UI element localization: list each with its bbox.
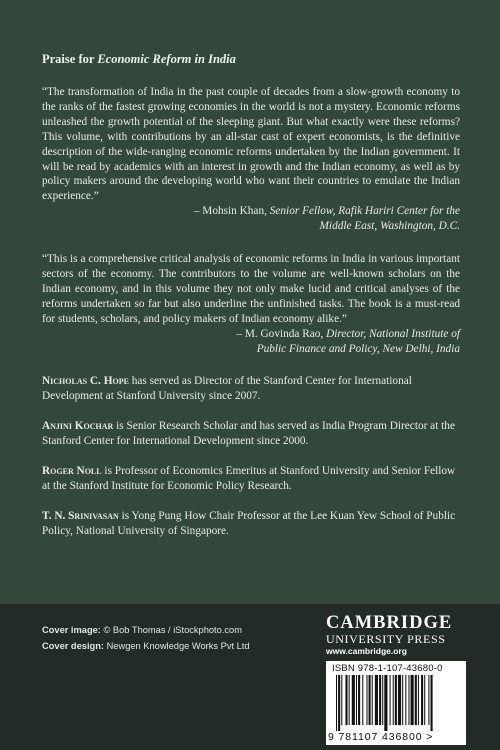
barcode-bar bbox=[393, 675, 394, 725]
quote-2-author: – M. Govinda Rao, bbox=[236, 327, 324, 340]
barcode-bar bbox=[415, 675, 417, 725]
bio-srinivasan bbox=[42, 509, 460, 539]
quote-1-text: “The transformation of India in the past couple of decades from a slow-growth economy to the ranks of the fastest growing economies in the world is not a mystery. Economic reforms unleashed the growth potential of the sleeping giant. But what exactly were these reforms? This volume, with contributions by an all-star cast of expert economists, is the definitive description of the wide-ranging economic reforms undertaken by the Indian government. It will be read by academics with an interest in growth and the Indian economy, as well as by policy makers around the developing world who want their countries to emulate the Indian experience.” bbox=[42, 86, 460, 203]
barcode-bar bbox=[390, 675, 391, 725]
cover-image-label: Cover image: bbox=[42, 625, 101, 635]
quote-2-attribution bbox=[42, 327, 460, 342]
barcode-bar bbox=[395, 675, 397, 725]
quote-2-text: “This is a comprehensive critical analysis of economic reforms in India in various important sectors of the economy. The contributors to the volume are well-known scholars on the Indian economy, and in this volume they not only make lucid and critical analyses of the reforms undertaken so far but also underline the unfinished tasks. The book is a must-read for students, scholars, and policy makers of Indian economy alike.” bbox=[42, 253, 460, 325]
praise-book-title: Economic Reform in India bbox=[97, 52, 236, 66]
cover-design-value: Newgen Knowledge Works Pvt Ltd bbox=[106, 641, 250, 651]
barcode-bar bbox=[431, 675, 433, 731]
quote-1-author: – Mohsin Khan, bbox=[193, 205, 267, 218]
cover-image-value: © Bob Thomas / iStockphoto.com bbox=[103, 625, 242, 635]
publisher-name: CAMBRIDGE bbox=[326, 613, 453, 633]
cover-design-label: Cover design: bbox=[42, 641, 104, 651]
cover-design-credit bbox=[42, 638, 250, 654]
bio-text-kochar: is Senior Research Scholar and has served as India Program Director at the Stanford Center for International Development since 2000. bbox=[42, 420, 455, 448]
barcode-bar bbox=[345, 675, 347, 725]
barcode-bar bbox=[418, 675, 419, 725]
cover-text-content bbox=[42, 52, 460, 554]
barcode-bar bbox=[384, 675, 387, 731]
barcode-bar bbox=[358, 675, 360, 725]
barcode-bar bbox=[379, 675, 381, 725]
bio-noll bbox=[42, 464, 460, 494]
barcode-bar bbox=[349, 675, 350, 725]
publisher-subtitle: UNIVERSITY PRESS bbox=[326, 632, 446, 646]
isbn-number: ISBN 978-1-107-43680-0 bbox=[332, 663, 443, 674]
barcode-bar bbox=[372, 675, 373, 725]
bio-name-noll: Roger Noll bbox=[42, 465, 102, 478]
publisher-url: www.cambridge.org bbox=[326, 646, 407, 656]
quote-1-role-line1: Senior Fellow, Rafik Hariri Center for the bbox=[269, 205, 460, 218]
barcode-bar bbox=[424, 675, 425, 725]
quote-1-attribution-line2 bbox=[42, 219, 460, 234]
quote-1-attribution bbox=[42, 204, 460, 219]
praise-label: Praise for bbox=[42, 52, 95, 66]
barcode-bar bbox=[366, 675, 367, 725]
publisher-logo bbox=[326, 614, 466, 657]
bio-hope bbox=[42, 374, 460, 404]
barcode-bar bbox=[341, 675, 342, 725]
barcode-bar bbox=[362, 675, 363, 725]
quote-2-role-line2: Public Finance and Policy, New Delhi, India bbox=[256, 342, 460, 355]
barcode-bar bbox=[411, 675, 414, 725]
quote-2-role-line1: Director, National Institute of bbox=[326, 327, 460, 340]
barcode-bar bbox=[405, 675, 406, 725]
barcode-bar bbox=[375, 675, 378, 725]
bio-kochar bbox=[42, 419, 460, 449]
barcode-bar bbox=[421, 675, 423, 725]
barcode-bar bbox=[336, 675, 337, 731]
bio-text-hope: has served as Director of the Stanford Center for International Development at Stanford University since 2007. bbox=[42, 375, 412, 403]
cover-credits bbox=[42, 622, 250, 654]
bio-name-hope: Nicholas C. Hope bbox=[42, 375, 129, 388]
quote-2-attribution-line2 bbox=[42, 342, 460, 357]
quote-1-role-line2: Middle East, Washington, D.C. bbox=[319, 220, 460, 233]
bio-name-srinivasan: T. N. Srinivasan bbox=[42, 509, 119, 522]
bio-text-srinivasan: is Yong Pung How Chair Professor at the Lee Kuan Yew School of Public Policy, National University of Singapore. bbox=[42, 509, 456, 537]
bio-text-noll: is Professor of Economics Emeritus at Stanford University and Senior Fellow at the Stanford Institute for Economic Policy Research. bbox=[42, 465, 456, 492]
isbn-barcode bbox=[326, 661, 466, 745]
cover-image-credit bbox=[42, 622, 250, 638]
barcode-bar bbox=[369, 675, 371, 725]
barcode-digits: 9 781107 436800 > bbox=[328, 731, 434, 743]
barcode-bar bbox=[428, 675, 429, 725]
bio-name-kochar: Anjini Kochar bbox=[42, 420, 114, 433]
barcode-bar bbox=[338, 675, 340, 731]
barcode-bar bbox=[402, 675, 403, 725]
cover-footer bbox=[0, 604, 500, 750]
barcode-bars bbox=[336, 675, 460, 731]
barcode-bar bbox=[382, 675, 383, 725]
praise-heading bbox=[42, 52, 460, 67]
barcode-bar bbox=[398, 675, 401, 725]
barcode-bar bbox=[352, 675, 355, 725]
barcode-bar bbox=[356, 675, 357, 725]
barcode-bar bbox=[408, 675, 409, 725]
